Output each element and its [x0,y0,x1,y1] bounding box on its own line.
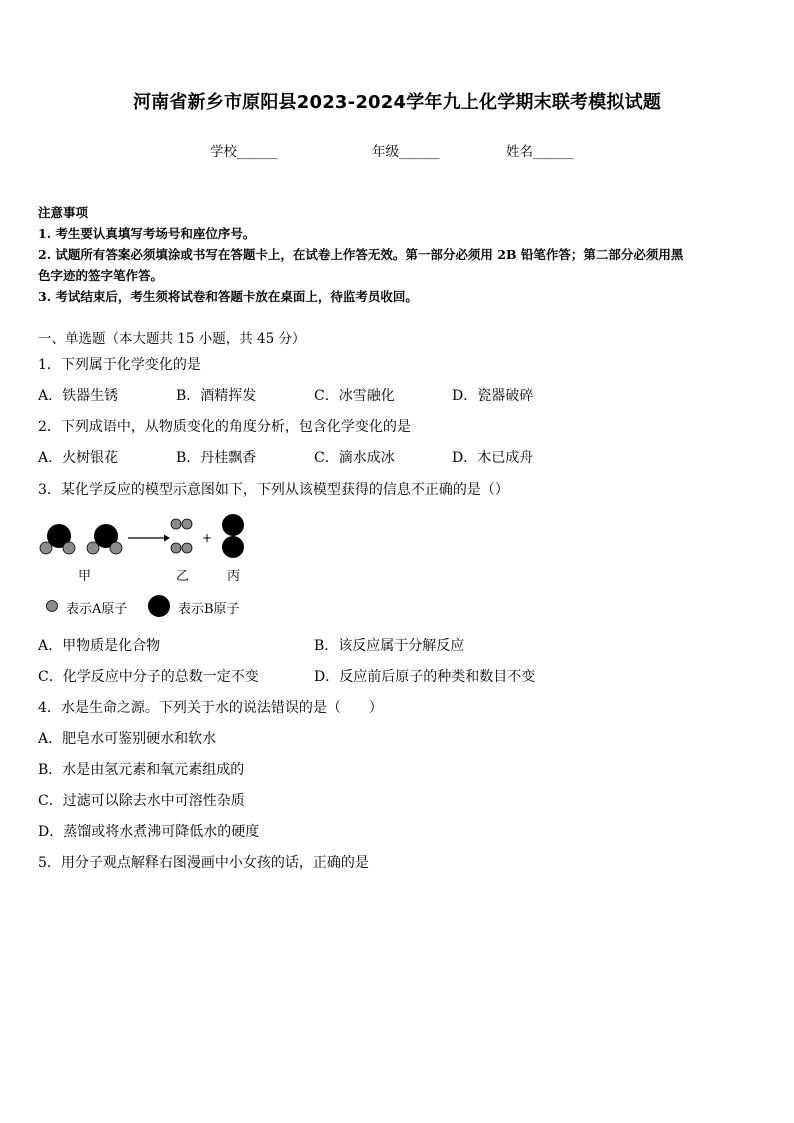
q4-option-c: C．过滤可以除去水中可溶性杂质 [38,793,245,809]
question-4-stem: 4．水是生命之源。下列关于水的说法错误的是（ ） [38,700,383,716]
notice-item-2: 2. 试题所有答案必须填涂或书写在答题卡上，在试卷上作答无效。第一部分必须用 2B 铅笔作答；第二部分必须用黑 [38,247,684,262]
question-3-stem: 3．某化学反应的模型示意图如下，下列从该模型获得的信息不正确的是（） [38,482,509,498]
reaction-arrow [128,535,170,542]
q2-option-d: D．木已成舟 [452,450,534,466]
q3-option-d: D．反应前后原子的种类和数目不变 [314,669,536,685]
label-bing: 丙 [227,569,241,584]
molecules-yi [171,519,192,553]
q1-option-a: A．铁器生锈 [38,388,119,404]
q4-option-b: B．水是由氢元素和氧元素组成的 [38,762,245,778]
grade-field: 年级______ [372,144,440,160]
label-jia: 甲 [78,569,92,584]
page-title: 河南省新乡市原阳县2023-2024学年九上化学期末联考模拟试题 [132,92,662,113]
q4-option-a: A．肥皂水可鉴别硬水和软水 [38,731,217,747]
legend-b-text: 表示B原子 [178,602,240,617]
legend-b-atom-icon [146,593,172,619]
q3-option-a: A．甲物质是化合物 [38,638,161,654]
legend-a-text: 表示A原子 [66,602,128,617]
label-yi: 乙 [176,569,190,584]
molecule-bing [222,514,244,558]
legend-a-atom-icon [44,598,60,614]
question-5-stem: 5．用分子观点解释右图漫画中小女孩的话，正确的是 [38,855,369,871]
q2-option-c: C．滴水成冰 [314,450,395,466]
q1-option-b: B．酒精挥发 [176,388,257,404]
q3-option-b: B．该反应属于分解反应 [314,638,465,654]
section-heading: 一、单选题（本大题共 15 小题，共 45 分） [38,331,306,347]
q1-option-d: D．瓷器破碎 [452,388,534,404]
q2-option-a: A．火树银花 [38,450,119,466]
name-field: 姓名______ [506,144,574,160]
molecule-jia-2 [87,524,122,554]
notice-item-3: 3. 考试结束后，考生须将试卷和答题卡放在桌面上，待监考员收回。 [38,289,418,304]
q2-option-b: B．丹桂飘香 [176,450,257,466]
notice-heading: 注意事项 [38,205,89,220]
notice-item-2-cont: 色字迹的签字笔作答。 [38,268,164,283]
plus-sign: + [202,531,213,545]
q4-option-d: D．蒸馏或将水煮沸可降低水的硬度 [38,824,260,840]
notice-item-1: 1. 考生要认真填写考场号和座位序号。 [38,226,256,241]
school-field: 学校______ [210,144,278,160]
molecule-jia-1 [40,524,75,554]
q3-option-c: C．化学反应中分子的总数一定不变 [38,669,259,685]
question-1-stem: 1．下列属于化学变化的是 [38,357,201,373]
reaction-model-diagram [36,510,266,588]
q1-option-c: C．冰雪融化 [314,388,395,404]
question-2-stem: 2．下列成语中，从物质变化的角度分析，包含化学变化的是 [38,419,411,435]
notice-block [38,202,683,307]
